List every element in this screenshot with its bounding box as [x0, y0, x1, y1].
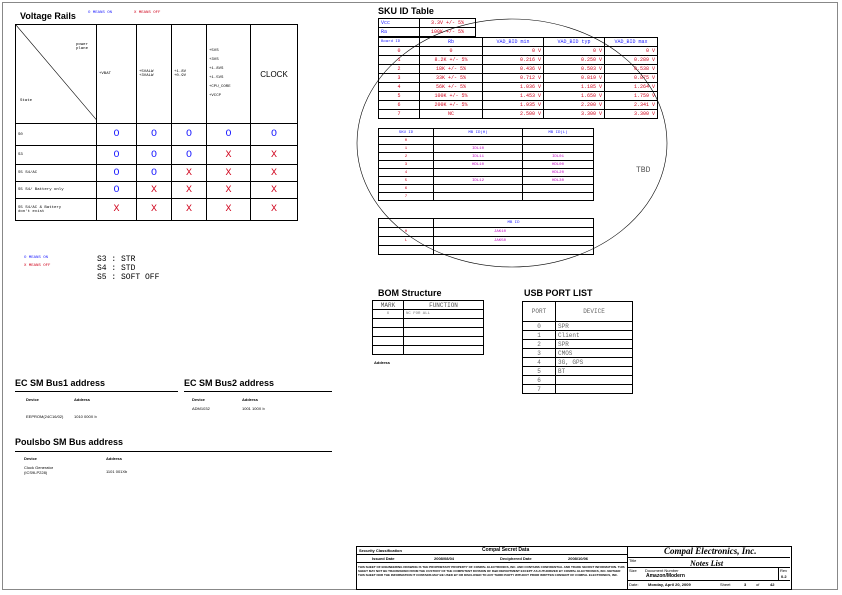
board-id-cell: 2	[379, 65, 420, 74]
mb-id-table	[378, 218, 594, 255]
rail-col-4: CLOCK	[251, 25, 298, 124]
state-cell: S5 S4/ Battery only	[16, 182, 97, 199]
ec-bus2-address-label: Address	[242, 397, 259, 402]
sku-id-cell: 2	[379, 153, 434, 161]
rb-cell: 56K +/- 5%	[420, 83, 483, 92]
vmax-cell: 0 V	[605, 47, 658, 56]
mb-id-h-cell: IDL10	[434, 145, 523, 153]
table-row	[379, 74, 658, 83]
rb-cell: 8.2K +/- 5%	[420, 56, 483, 65]
rail-value: X	[137, 199, 172, 221]
title-value: Notes List	[690, 559, 724, 568]
rail-value: X	[172, 182, 207, 199]
rail-col-3: +5VS +3VS +1.8VS +1.5VS +CPU_CORE +VCCP	[207, 25, 251, 124]
diagonal-header-cell	[16, 25, 97, 124]
security-label: Security Classification	[359, 548, 402, 553]
rail-value: O	[97, 124, 137, 146]
rail-value: O	[172, 146, 207, 165]
rail-value: O	[97, 182, 137, 199]
ec-bus2-title: EC SM Bus2 address	[184, 378, 275, 388]
rail-value: X	[172, 199, 207, 221]
state-s4: S4 : STD	[97, 264, 136, 273]
date-value: Monday, April 20, 2009	[648, 582, 691, 587]
table-row	[373, 310, 484, 319]
board-id-cell: 7	[379, 110, 420, 119]
table-row	[16, 165, 298, 182]
vmax-cell: 1.759 V	[605, 92, 658, 101]
poulsbo-title: Poulsbo SM Bus address	[15, 437, 124, 447]
ec-bus2-address: 1001 100X b	[242, 406, 265, 411]
vmax-cell: 0.538 V	[605, 65, 658, 74]
board-id-cell: 6	[379, 101, 420, 110]
title-label: Title	[629, 558, 637, 563]
rev-value: 0.2	[781, 574, 787, 579]
mb-id-l-cell	[523, 193, 594, 201]
poulsbo-device-label: Device	[24, 456, 37, 461]
mb-id-header: MB ID	[434, 219, 594, 228]
usb-title: USB PORT LIST	[524, 288, 593, 298]
mb-id-l-header: MB ID(L)	[523, 129, 594, 137]
rail-value: X	[137, 182, 172, 199]
rev-label: Rev	[780, 568, 788, 573]
ec-bus2-device: ADM1032	[192, 406, 210, 411]
usb-device-cell: SPR	[556, 340, 633, 349]
bom-mark-cell	[373, 346, 404, 355]
sku-id-cell: 1	[379, 145, 434, 153]
rail-value: X	[207, 182, 251, 199]
ec-bus1-address: 1010 000X b	[74, 414, 97, 419]
title-hline	[627, 557, 790, 558]
rail-value: X	[251, 146, 298, 165]
table-row	[16, 199, 298, 221]
issued-value: 2008/08/04	[434, 556, 455, 561]
issued-label: Issued Date	[372, 556, 395, 561]
bom-function-cell	[404, 337, 484, 346]
table-row	[379, 137, 594, 145]
rail-value: X	[97, 199, 137, 221]
board-id-cell: 3	[379, 74, 420, 83]
board-id-cell: 1	[379, 56, 420, 65]
board-id-cell: 4	[379, 83, 420, 92]
state-label: State	[20, 99, 33, 103]
ra-label: Ra	[379, 28, 420, 37]
rail-value: O	[207, 124, 251, 146]
rail-col-1: +5VALW +3VALW	[137, 25, 172, 124]
usb-device-header: DEVICE	[556, 302, 633, 322]
state-cell: S5 S4/AC	[16, 165, 97, 182]
usb-port-cell: 2	[523, 340, 556, 349]
rail-value: O	[97, 165, 137, 182]
table-row	[373, 346, 484, 355]
table-row	[523, 331, 633, 340]
table-row	[379, 56, 658, 65]
usb-device-cell: SPR	[556, 322, 633, 331]
usb-table	[522, 301, 633, 394]
rb-cell: 100K +/- 5%	[420, 92, 483, 101]
vmin-cell: 1.036 V	[483, 83, 544, 92]
vtyp-cell: 2.200 V	[544, 101, 605, 110]
vmin-cell: 1.935 V	[483, 101, 544, 110]
rail-value: X	[207, 165, 251, 182]
table-row	[16, 182, 298, 199]
size-label: Size	[629, 568, 637, 573]
table-row	[379, 65, 658, 74]
mb-id-h-cell: IDL11	[434, 153, 523, 161]
table-row	[379, 145, 594, 153]
mb-id-value: JAK50	[434, 237, 594, 246]
vtyp-header: VAD_BID typ	[544, 38, 605, 47]
table-row	[379, 92, 658, 101]
rail-value: X	[207, 146, 251, 165]
ec-bus1-address-label: Address	[74, 397, 91, 402]
mb-id-l-cell	[523, 185, 594, 193]
vcc-value: 3.3V +/- 5%	[420, 19, 476, 28]
date-label: Date:	[629, 582, 639, 587]
usb-device-cell: Client	[556, 331, 633, 340]
table-row	[373, 328, 484, 337]
vmax-cell: 0.875 V	[605, 74, 658, 83]
doc-label: Document Number	[645, 568, 679, 573]
usb-port-cell: 4	[523, 358, 556, 367]
of-label: of	[756, 582, 760, 587]
table-row	[523, 349, 633, 358]
usb-device-cell: 3G, GPS	[556, 358, 633, 367]
sku-id-cell: 4	[379, 169, 434, 177]
mb-id-value: JAK10	[434, 228, 594, 237]
rb-header: Rb	[420, 38, 483, 47]
bom-title: BOM Structure	[378, 288, 442, 298]
table-row	[373, 319, 484, 328]
rb-cell: NC	[420, 110, 483, 119]
poulsbo-device: Clock Generator (ICS9LP228)	[24, 465, 54, 475]
bom-mark-header: MARK	[373, 301, 404, 310]
rail-value: O	[137, 165, 172, 182]
vmax-cell: 3.300 V	[605, 110, 658, 119]
rail-value: O	[251, 124, 298, 146]
table-row	[523, 367, 633, 376]
rail-value: O	[137, 146, 172, 165]
table-row	[379, 47, 658, 56]
table-row	[379, 177, 594, 185]
usb-port-cell: 0	[523, 322, 556, 331]
mb-id-h-cell: HDL10	[434, 161, 523, 169]
vmin-cell: 0.216 V	[483, 56, 544, 65]
usb-device-cell: BT	[556, 367, 633, 376]
ec-bus2-rule	[184, 391, 332, 392]
vcc-label: Vcc	[379, 19, 420, 28]
bom-function-cell	[404, 328, 484, 337]
usb-device-cell: CMOS	[556, 349, 633, 358]
usb-port-header: PORT	[523, 302, 556, 322]
table-row	[379, 193, 594, 201]
diagonal-line	[16, 25, 97, 124]
table-row	[379, 110, 658, 119]
table-row	[379, 83, 658, 92]
states-legend-off: X MEANS OFF	[24, 264, 51, 268]
rail-value: X	[172, 165, 207, 182]
mb-id-h-cell	[434, 193, 523, 201]
rail-col-0: +VBAT	[97, 25, 137, 124]
rail-value: O	[137, 124, 172, 146]
deciphered-label: Deciphered Date	[500, 556, 532, 561]
vmax-header: VAD_BID max	[605, 38, 658, 47]
ra-value: 100K +/- 5%	[420, 28, 476, 37]
rb-cell: 200K +/- 5%	[420, 101, 483, 110]
vtyp-cell: 0.819 V	[544, 74, 605, 83]
doc-value: Amazon/Modern	[646, 573, 685, 579]
board-id-rows	[378, 46, 658, 119]
vmax-cell: 2.341 V	[605, 101, 658, 110]
vmin-cell: 2.500 V	[483, 110, 544, 119]
bom-mark-cell	[373, 337, 404, 346]
states-legend-on: O MEANS ON	[24, 256, 49, 260]
rail-value: O	[97, 146, 137, 165]
usb-device-cell	[556, 376, 633, 385]
vmin-cell: 1.453 V	[483, 92, 544, 101]
bom-table	[372, 300, 484, 355]
state-s3: S3 : STR	[97, 255, 136, 264]
sku-id-cell: 5	[379, 177, 434, 185]
sku-id-cell: 3	[379, 161, 434, 169]
bom-mark-cell	[373, 328, 404, 337]
table-row	[523, 385, 633, 394]
state-s5: S5 : SOFT OFF	[97, 273, 160, 282]
mb-id-l-cell: HDL20	[523, 169, 594, 177]
title-block-hline	[356, 554, 627, 555]
tbd-label: TBD	[636, 166, 651, 175]
date-hline	[627, 580, 790, 581]
mb-id-key: L	[379, 237, 434, 246]
table-row	[16, 146, 298, 165]
bom-function-cell	[404, 319, 484, 328]
table-row	[379, 161, 594, 169]
bom-address-label: Address	[374, 360, 391, 365]
table-row	[523, 358, 633, 367]
company-name: Compal Electronics, Inc.	[664, 546, 757, 556]
vtyp-cell: 0.250 V	[544, 56, 605, 65]
state-cell: S5 S4/AC & Battery don't exist	[16, 199, 97, 221]
mb-id-h-cell	[434, 169, 523, 177]
mb-id-key: H	[379, 228, 434, 237]
usb-device-cell	[556, 385, 633, 394]
table-row	[379, 185, 594, 193]
mb-id-l-cell: HDL30	[523, 177, 594, 185]
table-row	[523, 376, 633, 385]
table-row	[379, 101, 658, 110]
table-row	[16, 124, 298, 146]
confidential-notice: THIS SHEET OF ENGINEERING DRAWING IS THE PROPRIETARY PROPERTY OF COMPAL ELECTRONICS, INC. AND CONTAINS CONFIDENTIAL AND TRADE SECRET INFORMATION. THIS SHEET MAY NOT BE TRANSFERED FROM THE CUSTODY OF THE COMPETENT DIVISION OF R&D DEPARTMENT EXCEPT AS AUTHORIZED BY COMPAL ELECTRONICS, INC. NEITHER THIS SHEET NOR THE INFORMATION IT CONTAINS MAY BE USED BY OR DISCLOSED TO ANY THIRD PARTY WITHOUT PRIOR WRITTEN CONSENT OF COMPAL ELECTRONICS, INC.	[358, 565, 625, 577]
rb-cell: 18K +/- 5%	[420, 65, 483, 74]
voltage-rails-table	[15, 24, 298, 221]
mb-id-l-cell: HDL00	[523, 161, 594, 169]
vtyp-cell: 1.650 V	[544, 92, 605, 101]
rail-value: X	[251, 199, 298, 221]
sku-id-title: SKU ID Table	[378, 6, 434, 16]
poulsbo-rule	[15, 451, 332, 452]
table-row	[373, 337, 484, 346]
vmax-cell: 1.264 V	[605, 83, 658, 92]
table-row	[379, 153, 594, 161]
board-id-header: Board ID	[379, 38, 420, 47]
mb-id-l-cell: IDL01	[523, 153, 594, 161]
usb-port-cell: 1	[523, 331, 556, 340]
rev-vline	[778, 567, 779, 580]
bom-function-cell	[404, 346, 484, 355]
board-id-cell: 0	[379, 47, 420, 56]
usb-port-cell: 3	[523, 349, 556, 358]
mb-id-h-cell: IDL12	[434, 177, 523, 185]
rail-value: X	[207, 199, 251, 221]
mb-id-h-header: MB ID(H)	[434, 129, 523, 137]
sku-id-cell: 0	[379, 137, 434, 145]
rb-cell: 33K +/- 5%	[420, 74, 483, 83]
sku-vcc-table	[378, 18, 476, 37]
poulsbo-address: 1101 001Xb	[106, 469, 128, 474]
ec-bus1-title: EC SM Bus1 address	[15, 378, 106, 388]
title-block-hline	[356, 562, 627, 563]
vmax-cell: 0.289 V	[605, 56, 658, 65]
poulsbo-address-label: Address	[106, 456, 123, 461]
ec-bus1-device-label: Device	[26, 397, 39, 402]
secret-label: Compal Secret Data	[482, 547, 530, 553]
table-row	[523, 322, 633, 331]
voltage-legend-off: X MEANS OFF	[134, 11, 161, 15]
voltage-legend-on: O MEANS ON	[88, 11, 113, 15]
usb-port-cell: 6	[523, 376, 556, 385]
sku-id-cell: 7	[379, 193, 434, 201]
rb-cell: 0	[420, 47, 483, 56]
rail-value: X	[251, 165, 298, 182]
sheet-label: Sheet	[720, 582, 731, 587]
ec-bus1-device: EEPROM(24C16/02)	[26, 414, 64, 419]
deciphered-value: 2008/10/06	[568, 556, 589, 561]
vtyp-cell: 1.185 V	[544, 83, 605, 92]
bom-function-header: FUNCTION	[404, 301, 484, 310]
ec-bus2-device-label: Device	[192, 397, 205, 402]
bom-mark-cell	[373, 319, 404, 328]
mb-id-l-cell	[523, 137, 594, 145]
table-row	[379, 169, 594, 177]
sku-mb-table	[378, 128, 594, 201]
bom-function-cell: NC FOR ALL	[404, 310, 484, 319]
vtyp-cell: 3.300 V	[544, 110, 605, 119]
vmin-header: VAD_BID min	[483, 38, 544, 47]
rail-value: X	[251, 182, 298, 199]
mb-id-h-cell	[434, 185, 523, 193]
vtyp-cell: 0.503 V	[544, 65, 605, 74]
usb-port-cell: 5	[523, 367, 556, 376]
board-id-cell: 5	[379, 92, 420, 101]
voltage-rails-title: Voltage Rails	[20, 11, 76, 21]
vtyp-cell: 0 V	[544, 47, 605, 56]
of-value: 42	[770, 582, 775, 587]
vmin-cell: 0 V	[483, 47, 544, 56]
rail-value: O	[172, 124, 207, 146]
rail-col-2: +1.8V +0.9V	[172, 25, 207, 124]
vmin-cell: 0.436 V	[483, 65, 544, 74]
sku-id-cell: 6	[379, 185, 434, 193]
usb-port-cell: 7	[523, 385, 556, 394]
sheet-value: 3	[744, 582, 747, 587]
ec-bus1-rule	[15, 391, 178, 392]
mb-id-l-cell	[523, 145, 594, 153]
bom-mark-cell: X	[373, 310, 404, 319]
power-plane-label: power plane	[75, 43, 88, 51]
state-cell: S0	[16, 124, 97, 146]
mb-id-h-cell	[434, 137, 523, 145]
sku-id-header: SKU ID	[379, 129, 434, 137]
state-cell: S3	[16, 146, 97, 165]
vmin-cell: 0.712 V	[483, 74, 544, 83]
table-row	[523, 340, 633, 349]
